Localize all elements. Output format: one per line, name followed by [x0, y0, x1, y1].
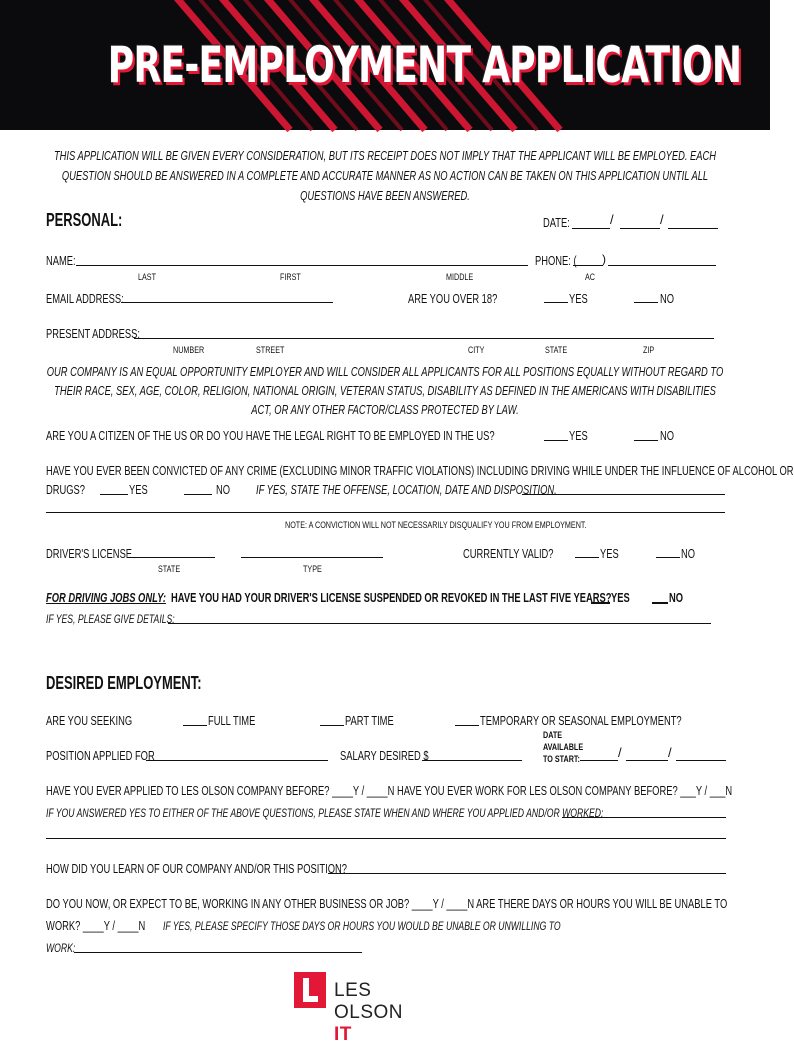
intro-text: THIS APPLICATION WILL BE GIVEN EVERY CONSIDERATION, BUT ITS RECEIPT DOES NOT IMPLY THAT THE APPLICANT WILL BE EMPLOYED. EACH QUESTION SHOULD BE ANSWERED IN A COMPLETE AND ACCURATE MANNER AS NO ACTION CAN BE TAKEN ON THIS APPLICATION UNTIL ALL QUESTIONS HAVE BEEN ANSWERED.: [53, 148, 717, 203]
salary-label: SALARY DESIRED $: [340, 748, 429, 763]
crime-yes-field[interactable]: [100, 494, 128, 495]
sub-label-state: STATE: [545, 345, 568, 355]
date-year-field[interactable]: [668, 228, 718, 229]
logo-wordmark: [334, 980, 403, 1046]
license-valid-yes-label: YES: [600, 546, 619, 561]
license-type-field[interactable]: [241, 557, 383, 558]
name-label: NAME:: [46, 253, 76, 268]
position-field[interactable]: [146, 760, 328, 761]
sub-label-middle: MIDDLE: [446, 272, 474, 282]
sub-label-last: LAST: [138, 272, 157, 282]
eeo-statement: OUR COMPANY IS AN EQUAL OPPORTUNITY EMPLOYER AND WILL CONSIDER ALL APPLICANTS FOR ALL POSITIONS EQUALLY WITHOUT REGARD TO THEIR RACE, SEX, AGE, COLOR, RELIGION, NATIONAL ORIGIN, VETERAN STATUS, DISABILITY AS DEFINED IN THE AMERICANS WITH DISABILITIES ACT, OR ANY OTHER FACTOR/CLASS PROTECTED BY LAW.: [46, 364, 724, 417]
phone-paren: ): [602, 252, 606, 266]
license-valid-yes-field[interactable]: [575, 557, 599, 558]
suspended-question: HAVE YOU HAD YOUR DRIVER'S LICENSE SUSPENDED OR REVOKED IN THE LAST FIVE YEARS?: [171, 590, 612, 605]
full-time-field[interactable]: [183, 725, 207, 726]
unable-work-answer: WORK? ____Y / ____N: [46, 918, 146, 933]
salary-field[interactable]: [422, 760, 522, 761]
sub-label-ac: AC: [585, 272, 596, 282]
citizen-no-label: NO: [660, 428, 675, 443]
position-label: POSITION APPLIED FOR: [46, 748, 155, 763]
applied-details-field-2[interactable]: [46, 838, 726, 839]
citizen-question: ARE YOU A CITIZEN OF THE US OR DO YOU HAVE THE LEGAL RIGHT TO BE EMPLOYED IN THE US?: [46, 428, 495, 443]
sub-label-first: FIRST: [280, 272, 301, 282]
personal-heading: PERSONAL:: [46, 210, 123, 230]
date-label: DATE:: [543, 215, 570, 230]
work-label: WORK:: [46, 941, 76, 955]
learn-field[interactable]: [328, 873, 726, 874]
sub-label-license-state: STATE: [158, 564, 181, 574]
citizen-no-field[interactable]: [634, 440, 658, 441]
over18-yes-field[interactable]: [544, 302, 568, 303]
citizen-yes-label: YES: [569, 428, 588, 443]
start-date-slash: /: [668, 745, 672, 760]
over18-yes-label: YES: [569, 291, 588, 306]
license-valid-label: CURRENTLY VALID?: [463, 546, 554, 561]
date-available-label-1: DATE: [543, 730, 563, 740]
applied-details-field[interactable]: [562, 817, 726, 818]
email-label: EMAIL ADDRESS:: [46, 291, 124, 306]
unable-work-instruction: IF YES, PLEASE SPECIFY THOSE DAYS OR HOURS YOU WOULD BE UNABLE OR UNWILLING TO: [163, 919, 561, 933]
crime-details-field[interactable]: [522, 494, 725, 495]
date-month-field[interactable]: [572, 228, 610, 229]
sub-label-city: CITY: [468, 345, 485, 355]
over18-label: ARE YOU OVER 18?: [408, 291, 498, 306]
start-year-field[interactable]: [676, 760, 726, 761]
driving-jobs-label: FOR DRIVING JOBS ONLY:: [46, 590, 166, 605]
sub-label-license-type: TYPE: [303, 564, 322, 574]
other-work-question: DO YOU NOW, OR EXPECT TO BE, WORKING IN ANY OTHER BUSINESS OR JOB? ____Y / ____N ARE THERE DAYS OR HOURS YOU WILL BE UNABLE TO: [46, 896, 728, 911]
crime-question: HAVE YOU EVER BEEN CONVICTED OF ANY CRIME (EXCLUDING MINOR TRAFFIC VIOLATIONS) INCLUDING DRIVING WHILE UNDER THE INFLUENCE OF ALCOHOL OR: [46, 463, 794, 478]
temporary-field[interactable]: [455, 725, 479, 726]
phone-number-field[interactable]: [608, 265, 716, 266]
date-slash: /: [660, 212, 664, 227]
date-available-label-3: TO START:: [543, 754, 580, 764]
logo-mark: [294, 972, 326, 1008]
start-month-field[interactable]: [580, 760, 618, 761]
header-banner: [0, 0, 770, 130]
full-time-label: FULL TIME: [208, 713, 256, 728]
sub-label-number: NUMBER: [173, 345, 205, 355]
address-label: PRESENT ADDRESS:: [46, 326, 140, 341]
phone-area-code-field[interactable]: [573, 265, 603, 266]
part-time-label: PART TIME: [345, 713, 394, 728]
address-field[interactable]: [134, 338, 714, 339]
applied-before-question: HAVE YOU EVER APPLIED TO LES OLSON COMPANY BEFORE? ____Y / ____N HAVE YOU EVER WORK FOR LES OLSON COMPANY BEFORE? ___Y / ___N: [46, 783, 733, 798]
part-time-field[interactable]: [320, 725, 344, 726]
email-field[interactable]: [121, 302, 333, 303]
date-available-label-2: AVAILABLE: [543, 742, 584, 752]
logo-text: LES OLSON: [334, 980, 404, 1023]
suspended-yes-field[interactable]: [591, 602, 610, 604]
phone-label: PHONE: (: [535, 253, 577, 268]
crime-yes-label: YES: [129, 482, 148, 497]
crime-no-label: NO: [216, 482, 231, 497]
license-valid-no-label: NO: [681, 546, 696, 561]
license-state-field[interactable]: [127, 557, 215, 558]
over18-no-field[interactable]: [634, 302, 658, 303]
learn-question: HOW DID YOU LEARN OF OUR COMPANY AND/OR THIS POSITION?: [46, 861, 347, 876]
license-label: DRIVER'S LICENSE: [46, 546, 133, 561]
license-valid-no-field[interactable]: [656, 557, 680, 558]
page-title: PRE-EMPLOYMENT APPLICATION: [107, 36, 742, 94]
logo-text-accent: IT: [334, 1024, 352, 1045]
name-field[interactable]: [76, 265, 528, 266]
crime-note: NOTE: A CONVICTION WILL NOT NECESSARILY DISQUALIFY YOU FROM EMPLOYMENT.: [285, 520, 587, 530]
start-date-slash: /: [618, 745, 622, 760]
citizen-yes-field[interactable]: [544, 440, 568, 441]
desired-heading: DESIRED EMPLOYMENT:: [46, 673, 202, 693]
suspended-no-field[interactable]: [652, 602, 668, 604]
license-if-yes: IF YES, PLEASE GIVE DETAILS:: [46, 612, 175, 626]
suspended-no-label: NO: [669, 590, 684, 605]
date-slash: /: [610, 212, 614, 227]
crime-drugs-label: DRUGS?: [46, 482, 86, 497]
crime-if-yes: IF YES, STATE THE OFFENSE, LOCATION, DATE AND DISPOSITION.: [256, 482, 557, 497]
work-details-field[interactable]: [74, 952, 362, 953]
sub-label-zip: ZIP: [643, 345, 655, 355]
crime-no-field[interactable]: [184, 494, 212, 495]
temporary-label: TEMPORARY OR SEASONAL EMPLOYMENT?: [480, 713, 682, 728]
suspended-yes-label: YES: [611, 590, 630, 605]
sub-label-street: STREET: [256, 345, 285, 355]
seeking-label: ARE YOU SEEKING: [46, 713, 133, 728]
over18-no-label: NO: [660, 291, 675, 306]
answered-yes-instruction: IF YOU ANSWERED YES TO EITHER OF THE ABOVE QUESTIONS, PLEASE STATE WHEN AND WHERE YOU APPLIED AND/OR WORKED:: [46, 806, 604, 820]
crime-details-field-2[interactable]: [46, 512, 725, 513]
start-day-field[interactable]: [626, 760, 668, 761]
date-day-field[interactable]: [620, 228, 660, 229]
license-details-field[interactable]: [168, 623, 711, 624]
